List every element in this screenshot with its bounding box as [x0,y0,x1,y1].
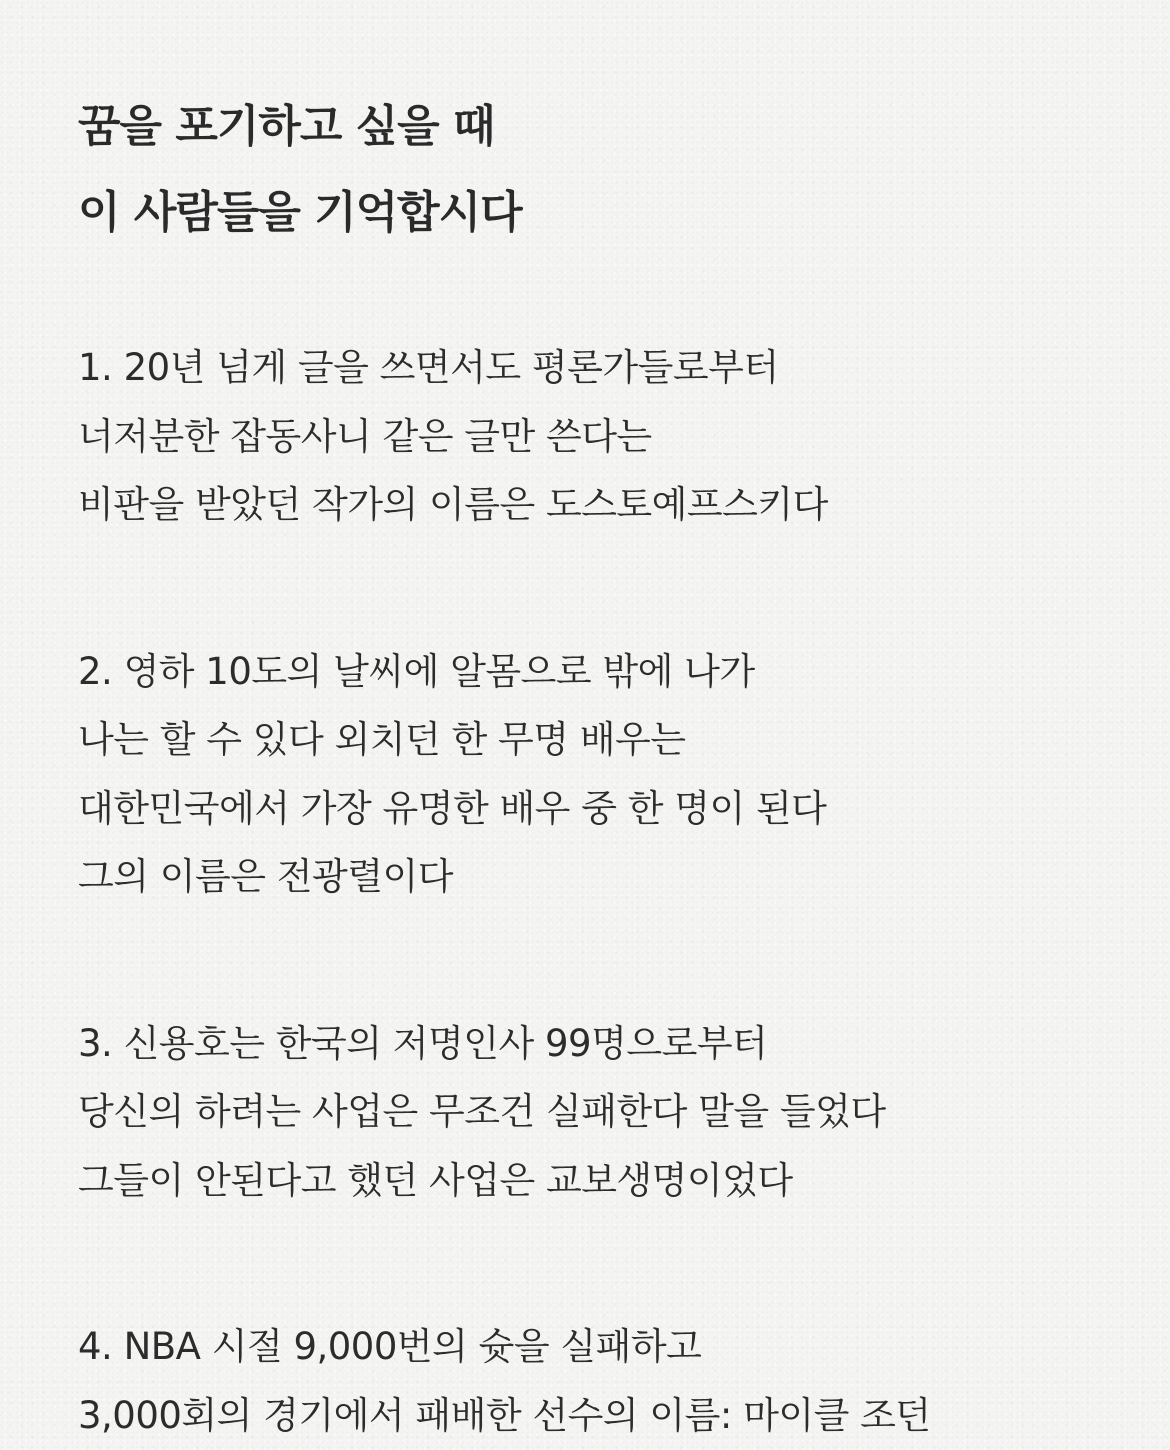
text-line: 너저분한 잡동사니 같은 글만 쓴다는 [78,403,1138,472]
text-line: 비판을 받았던 작가의 이름은 도스토예프스키다 [78,471,1138,540]
text-line: 대한민국에서 가장 유명한 배우 중 한 명이 된다 [78,775,1138,844]
text-line: 당신의 하려는 사업은 무조건 실패한다 말을 들었다 [78,1078,1138,1147]
text-line: 나는 할 수 있다 외치던 한 무명 배우는 [78,706,1138,775]
section-1 [78,334,1138,540]
text-line: 3. 신용호는 한국의 저명인사 99명으로부터 [78,1010,1138,1079]
text-line: 4. NBA 시절 9,000번의 슛을 실패하고 [78,1313,1138,1382]
note-title [78,84,1138,256]
section-4 [78,1313,1138,1450]
text-line: 그의 이름은 전광렬이다 [78,843,1138,912]
note-body [78,84,1138,1450]
text-line: 그들이 안된다고 했던 사업은 교보생명이었다 [78,1147,1138,1216]
text-line: 1. 20년 넘게 글을 쓰면서도 평론가들로부터 [78,334,1138,403]
section-2 [78,638,1138,912]
text-line: 2. 영하 10도의 날씨에 알몸으로 밖에 나가 [78,638,1138,707]
title-line: 꿈을 포기하고 싶을 때 [78,84,1138,170]
title-line: 이 사람들을 기억합시다 [78,170,1138,256]
text-line: 3,000회의 경기에서 패배한 선수의 이름: 마이클 조던 [78,1382,1138,1450]
section-3 [78,1010,1138,1216]
note-sections [78,334,1138,1450]
